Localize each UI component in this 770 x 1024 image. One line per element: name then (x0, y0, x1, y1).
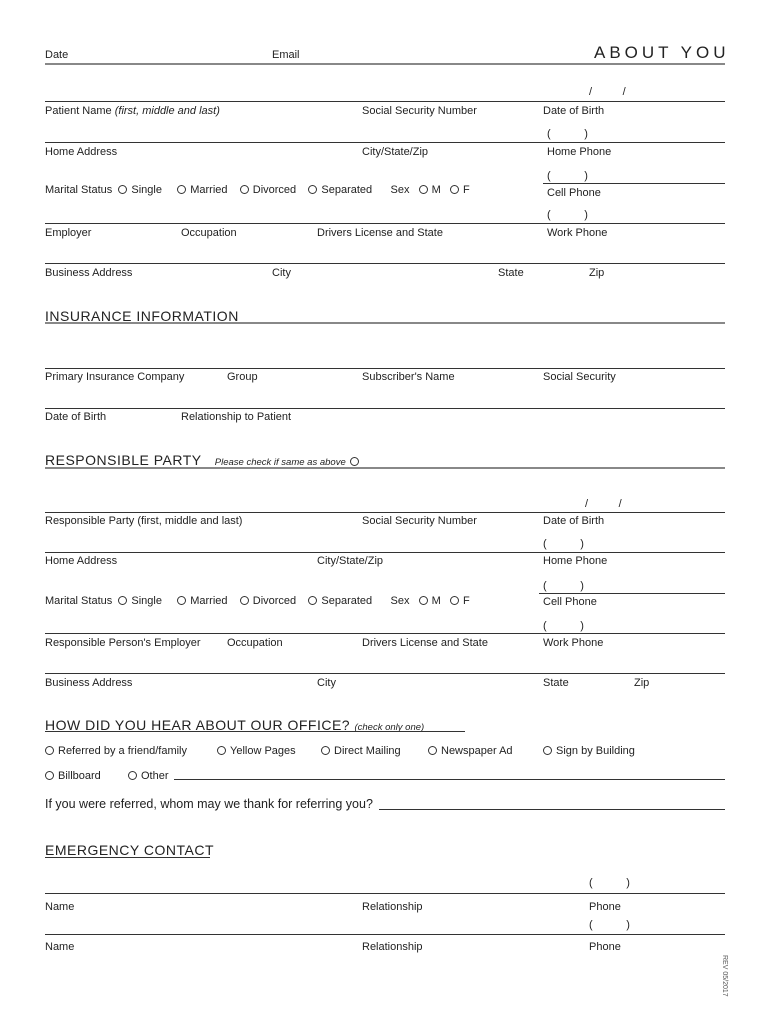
billboard-checkbox[interactable] (45, 771, 54, 780)
referral-option-other[interactable]: Other (128, 770, 169, 783)
divorced-checkbox[interactable] (240, 185, 249, 194)
home-phone-parens: ( ) (547, 128, 588, 140)
revision-note: REV 05/2017 (721, 955, 728, 997)
emergency-phone-label-1: Phone (589, 901, 621, 913)
responsible-home-phone-label: Home Phone (543, 555, 608, 567)
home-address-label: Home Address (45, 146, 118, 158)
responsible-home-address-line[interactable] (45, 552, 725, 553)
other-checkbox[interactable] (128, 771, 137, 780)
responsible-work-phone-parens: ( ) (543, 620, 584, 632)
emergency-name-line-1[interactable] (45, 893, 725, 894)
insurance-dob-label: Date of Birth (45, 411, 107, 423)
business-address-label: Business Address (45, 267, 133, 279)
insurance-heading: INSURANCE INFORMATION (45, 308, 239, 324)
marital-status-row: Marital Status Single Married Divorced Separated Sex M F (45, 184, 470, 196)
responsible-dob-label: Date of Birth (543, 515, 605, 527)
responsible-zip-label: Zip (634, 677, 650, 689)
business-address-line[interactable] (45, 263, 725, 264)
referral-option-billboard[interactable]: Billboard (45, 770, 101, 783)
emergency-name-line-2[interactable] (45, 934, 725, 935)
responsible-cell-phone-line[interactable] (539, 593, 725, 594)
referral-option-newspaper[interactable]: Newspaper Ad (428, 745, 513, 758)
responsible-home-address-label: Home Address (45, 555, 118, 567)
city-state-zip-label: City/State/Zip (362, 146, 429, 158)
referral-option-direct-mailing[interactable]: Direct Mailing (321, 745, 401, 758)
responsible-name-line[interactable] (45, 512, 725, 513)
friend-checkbox[interactable] (45, 746, 54, 755)
responsible-state-label: State (543, 677, 569, 689)
emergency-phone-label-2: Phone (589, 941, 621, 953)
emergency-heading-rule (45, 857, 210, 858)
responsible-single-checkbox[interactable] (118, 596, 127, 605)
patient-name-line[interactable] (45, 101, 725, 102)
insurance-social-security-label: Social Security (543, 371, 616, 383)
referral-heading: HOW DID YOU HEAR ABOUT OUR OFFICE? (check only one) (45, 717, 425, 733)
referral-thank-line[interactable] (379, 809, 725, 810)
drivers-license-label: Drivers License and State (317, 227, 443, 239)
responsible-divorced-checkbox[interactable] (240, 596, 249, 605)
primary-insurance-line[interactable] (45, 368, 725, 369)
insurance-heading-rule (45, 322, 725, 324)
responsible-party-heading: RESPONSIBLE PARTY Please check if same as above (45, 452, 363, 468)
responsible-cell-phone-label: Cell Phone (543, 596, 597, 608)
work-phone-parens: ( ) (547, 209, 588, 221)
responsible-city-label: City (317, 677, 336, 689)
work-phone-label: Work Phone (547, 227, 608, 239)
primary-insurance-label: Primary Insurance Company (45, 371, 185, 383)
dob-label: Date of Birth (543, 105, 605, 117)
male-checkbox[interactable] (419, 185, 428, 194)
referral-option-sign[interactable]: Sign by Building (543, 745, 635, 758)
responsible-city-state-zip-label: City/State/Zip (317, 555, 384, 567)
responsible-business-address-line[interactable] (45, 673, 725, 674)
employer-line[interactable] (45, 223, 725, 224)
emergency-relationship-label-2: Relationship (362, 941, 423, 953)
responsible-drivers-license-label: Drivers License and State (362, 637, 488, 649)
zip-label: Zip (589, 267, 605, 279)
responsible-cell-phone-parens: ( ) (543, 580, 584, 592)
responsible-ssn-label: Social Security Number (362, 515, 477, 527)
sign-checkbox[interactable] (543, 746, 552, 755)
cell-phone-label: Cell Phone (547, 187, 601, 199)
city-label: City (272, 267, 291, 279)
newspaper-checkbox[interactable] (428, 746, 437, 755)
responsible-female-checkbox[interactable] (450, 596, 459, 605)
emergency-heading: EMERGENCY CONTACT (45, 842, 214, 858)
cell-phone-line[interactable] (543, 183, 725, 184)
responsible-business-address-label: Business Address (45, 677, 133, 689)
yellow-pages-checkbox[interactable] (217, 746, 226, 755)
dob-slashes: / / (589, 86, 626, 98)
insurance-dob-line[interactable] (45, 408, 725, 409)
separated-checkbox[interactable] (308, 185, 317, 194)
home-phone-label: Home Phone (547, 146, 612, 158)
responsible-separated-checkbox[interactable] (308, 596, 317, 605)
responsible-heading-rule (45, 467, 725, 469)
married-checkbox[interactable] (177, 185, 186, 194)
emergency-name-label-1: Name (45, 901, 75, 913)
responsible-occupation-label: Occupation (227, 637, 283, 649)
responsible-marital-status-row: Marital Status Single Married Divorced Separated Sex M F (45, 595, 470, 607)
responsible-work-phone-label: Work Phone (543, 637, 604, 649)
email-label: Email (272, 49, 300, 61)
referral-option-yellow-pages[interactable]: Yellow Pages (217, 745, 296, 758)
subscriber-name-label: Subscriber's Name (362, 371, 455, 383)
date-email-line[interactable] (45, 63, 725, 65)
date-label: Date (45, 49, 69, 61)
direct-mailing-checkbox[interactable] (321, 746, 330, 755)
patient-name-label: Patient Name (first, middle and last) (45, 105, 220, 117)
other-line[interactable] (174, 779, 725, 780)
group-label: Group (227, 371, 258, 383)
occupation-label: Occupation (181, 227, 237, 239)
emergency-relationship-label-1: Relationship (362, 901, 423, 913)
referral-thank-question: If you were referred, whom may we thank for referring you? (45, 797, 373, 811)
state-label: State (498, 267, 524, 279)
responsible-home-phone-parens: ( ) (543, 538, 584, 550)
responsible-employer-line[interactable] (45, 633, 725, 634)
relationship-to-patient-label: Relationship to Patient (181, 411, 292, 423)
employer-label: Employer (45, 227, 92, 239)
ssn-label: Social Security Number (362, 105, 477, 117)
responsible-name-label: Responsible Party (first, middle and last) (45, 515, 243, 527)
emergency-name-label-2: Name (45, 941, 75, 953)
same-as-above-checkbox[interactable] (350, 457, 359, 466)
emergency-phone-parens-2: ( ) (589, 919, 630, 931)
responsible-married-checkbox[interactable] (177, 596, 186, 605)
home-address-line[interactable] (45, 142, 725, 143)
single-checkbox[interactable] (118, 185, 127, 194)
responsible-male-checkbox[interactable] (419, 596, 428, 605)
referral-option-friend[interactable]: Referred by a friend/family (45, 745, 187, 758)
page-title: ABOUT YOU (594, 43, 730, 62)
cell-phone-parens: ( ) (547, 170, 588, 182)
emergency-phone-parens-1: ( ) (589, 877, 630, 889)
referral-heading-rule (45, 731, 465, 732)
female-checkbox[interactable] (450, 185, 459, 194)
responsible-employer-label: Responsible Person's Employer (45, 637, 201, 649)
responsible-dob-slashes: / / (585, 498, 622, 510)
